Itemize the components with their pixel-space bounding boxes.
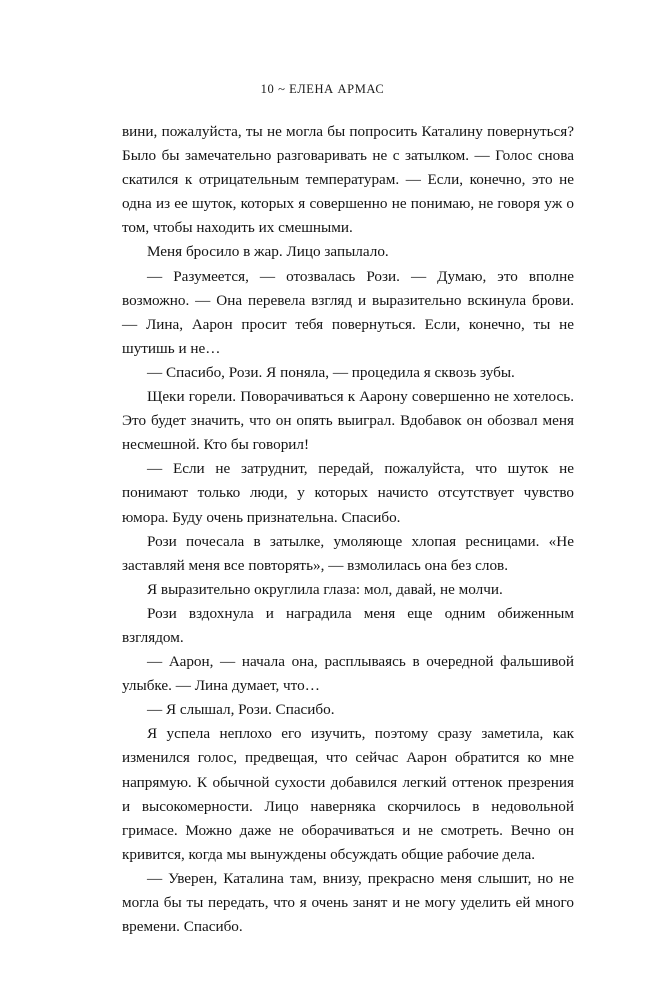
paragraph: Рози почесала в затылке, умоляюще хлопая ресницами. «Не заставляй меня все повторять», — взмолилась она без слов. — [122, 532, 574, 574]
paragraph: — Спасибо, Рози. Я поняла, — процедила я сквозь зубы. — [147, 363, 515, 381]
paragraph: — Если не затруднит, передай, пожалуйста, что шуток не понимают только люди, у которых начисто отсутствует чувство юмора. Буду очень признательна. Спасибо. — [122, 460, 574, 526]
paragraph: вини, пожалуйста, ты не могла бы попросить Каталину повернуться? Было бы замечательно разговаривать не с затылком. — Голос снова скатился к отрицательным температурам. — Если, конечно, это не одна из ее шуток, которых я совершенно не понимаю, не говоря уж о том, чтобы находить их смешными. — [122, 123, 574, 237]
paragraph: — Разумеется, — отозвалась Рози. — Думаю, это вполне возможно. — Она перевела взгляд и выразительно вскинула брови. — Лина, Аарон просит тебя повернуться. Если, конечно, ты не шутишь и не… — [122, 267, 574, 357]
paragraph: Я успела неплохо его изучить, поэтому сразу заметила, как изменился голос, предвещая, что сейчас Аарон обратится ко мне напрямую. К обычной сухости добавился легкий оттенок презрения и высокомерности. Лицо наверняка скорчилось в недовольной гримасе. Можно даже не оборачиваться и не смотреть. Вечно он кривится, когда мы вынуждены обсуждать общие рабочие дела. — [122, 725, 574, 863]
paragraph: — Аарон, — начала она, расплываясь в очередной фальшивой улыбке. — Лина думает, что… — [122, 653, 574, 695]
paragraph: Меня бросило в жар. Лицо запылало. — [147, 243, 389, 261]
paragraph: Я выразительно округлила глаза: мол, давай, не молчи. — [147, 580, 503, 598]
paragraph: — Уверен, Каталина там, внизу, прекрасно меня слышит, но не могла бы ты передать, что я очень занят и не могу уделить ей много времени. Спасибо. — [122, 869, 574, 936]
paragraph: Щеки горели. Поворачиваться к Аарону совершенно не хотелось. Это будет значить, что он опять выиграл. Вдобавок он обозвал меня несмешной. Кто бы говорил! — [122, 388, 574, 454]
page-body-text — [122, 120, 574, 939]
paragraph: — Я слышал, Рози. Спасибо. — [147, 701, 335, 719]
running-head: 10 ~ ЕЛЕНА АРМАС — [260, 82, 385, 96]
paragraph: Рози вздохнула и наградила меня еще одним обиженным взглядом. — [122, 604, 574, 646]
